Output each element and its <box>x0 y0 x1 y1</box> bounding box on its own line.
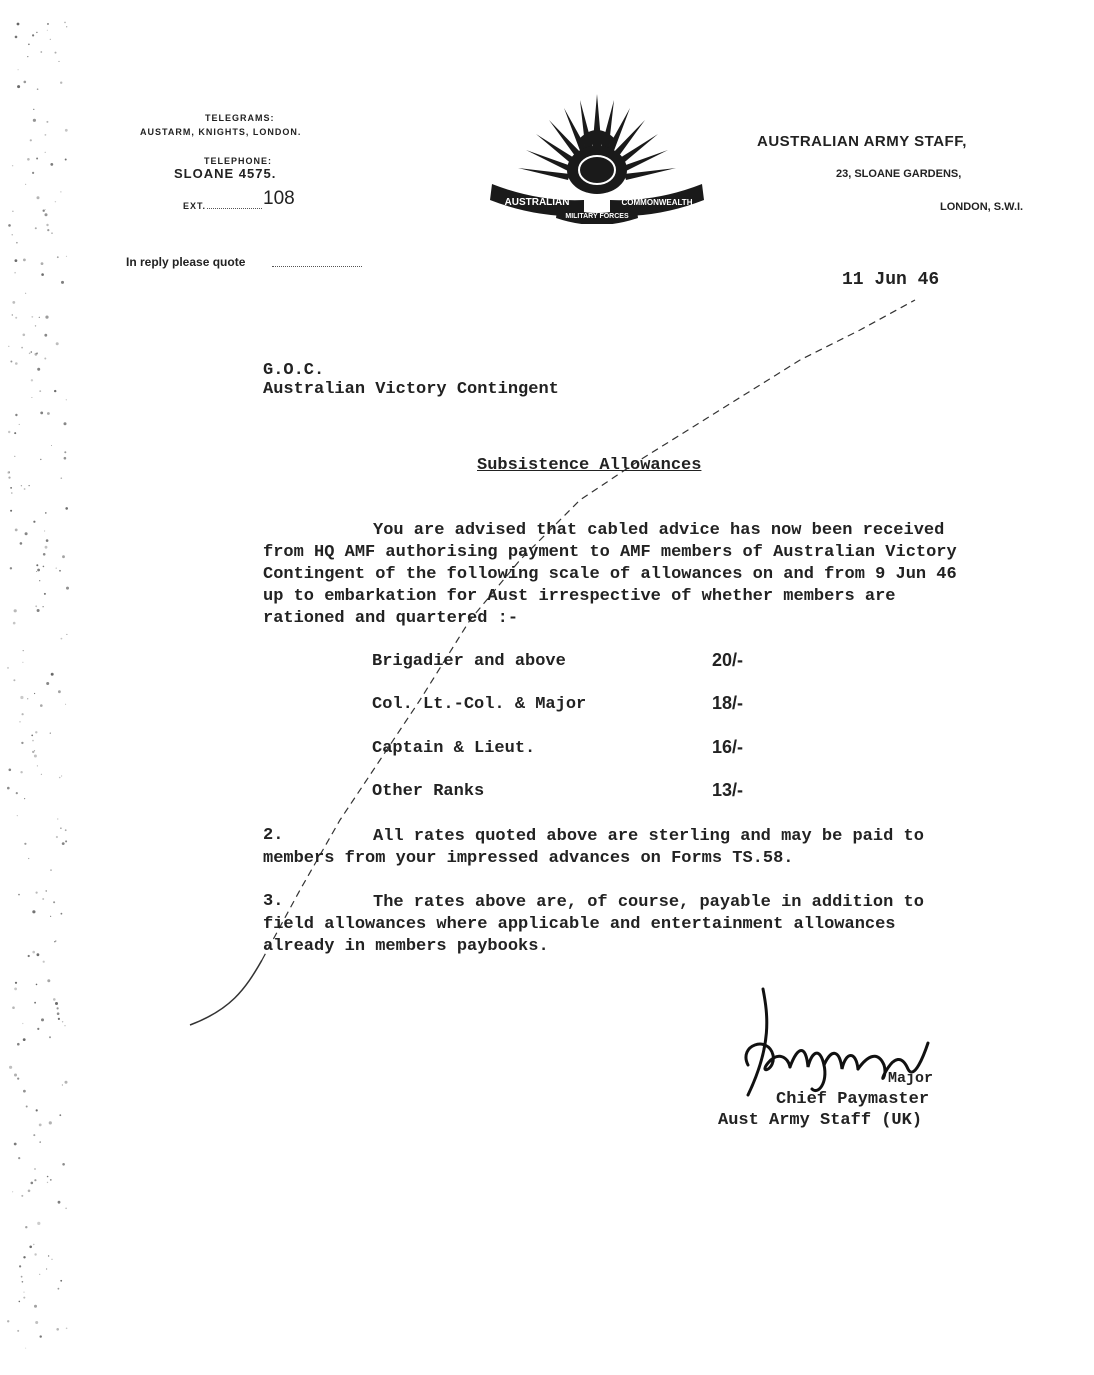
rate-rank: Other Ranks <box>372 782 485 801</box>
paragraph-1-line: You are advised that cabled advice has now been received <box>373 521 945 540</box>
signature-rank: Major <box>888 1070 934 1087</box>
letter-subject: Subsistence Allowances <box>477 456 702 475</box>
rate-rank: Captain & Lieut. <box>372 739 536 758</box>
paragraph-3-number: 3. <box>263 892 284 911</box>
banner-right-text: COMMONWEALTH <box>621 198 693 207</box>
paragraph-3-line: field allowances where applicable and entertainment allowances <box>263 915 896 934</box>
rate-rank: Col. Lt.-Col. & Major <box>372 695 587 714</box>
signature-title: Chief Paymaster <box>776 1090 930 1109</box>
rate-value: 13/- <box>712 780 744 800</box>
banner-bottom-text: MILITARY FORCES <box>565 213 629 220</box>
telegrams-value: AUSTARM, KNIGHTS, LONDON. <box>140 127 302 137</box>
paragraph-3-line: already in members paybooks. <box>263 937 549 956</box>
telegrams-label: TELEGRAMS: <box>205 113 275 123</box>
paragraph-1-line: up to embarkation for Aust irrespective of whether members are <box>263 587 896 606</box>
ext-value: 108 <box>263 188 295 209</box>
paragraph-2-line: All rates quoted above are sterling and may be paid to <box>373 827 924 846</box>
rate-value: 20/- <box>712 650 744 670</box>
paragraph-1-line: from HQ AMF authorising payment to AMF members of Australian Victory <box>263 543 957 562</box>
rate-value: 18/- <box>712 693 744 713</box>
paragraph-2-line: members from your impressed advances on Forms TS.58. <box>263 849 794 868</box>
rate-rank: Brigadier and above <box>372 652 566 671</box>
paragraph-1-line: rationed and quartered :- <box>263 609 519 628</box>
letter-date: 11 Jun 46 <box>842 270 940 290</box>
recipient-line1: G.O.C. <box>263 361 325 380</box>
ext-label: EXT. <box>183 201 207 211</box>
rising-sun-badge-icon <box>488 92 706 224</box>
reply-dotted-line <box>272 266 362 267</box>
paragraph-2 <box>263 826 998 870</box>
telephone-value: SLOANE 4575. <box>174 166 277 181</box>
paragraph-2-number: 2. <box>263 826 284 845</box>
signature-org: Aust Army Staff (UK) <box>718 1111 923 1130</box>
banner-left-text: AUSTRALIAN <box>504 197 570 208</box>
ext-dotted-line <box>207 208 262 209</box>
paragraph-3-line: The rates above are, of course, payable in addition to <box>373 893 924 912</box>
handwritten-signature-icon <box>728 985 958 1105</box>
paragraph-3 <box>263 892 998 958</box>
address-line2: LONDON, S.W.I. <box>940 201 1024 213</box>
recipient-line2: Australian Victory Contingent <box>263 380 559 399</box>
reply-label: In reply please quote <box>126 255 246 269</box>
org-name: AUSTRALIAN ARMY STAFF, <box>757 133 967 150</box>
telephone-label: TELEPHONE: <box>204 156 273 166</box>
paragraph-1 <box>263 520 998 630</box>
paragraph-1-line: Contingent of the following scale of allowances on and from 9 Jun 46 <box>263 565 957 584</box>
rate-value: 16/- <box>712 737 744 757</box>
address-line1: 23, SLOANE GARDENS, <box>836 168 962 180</box>
